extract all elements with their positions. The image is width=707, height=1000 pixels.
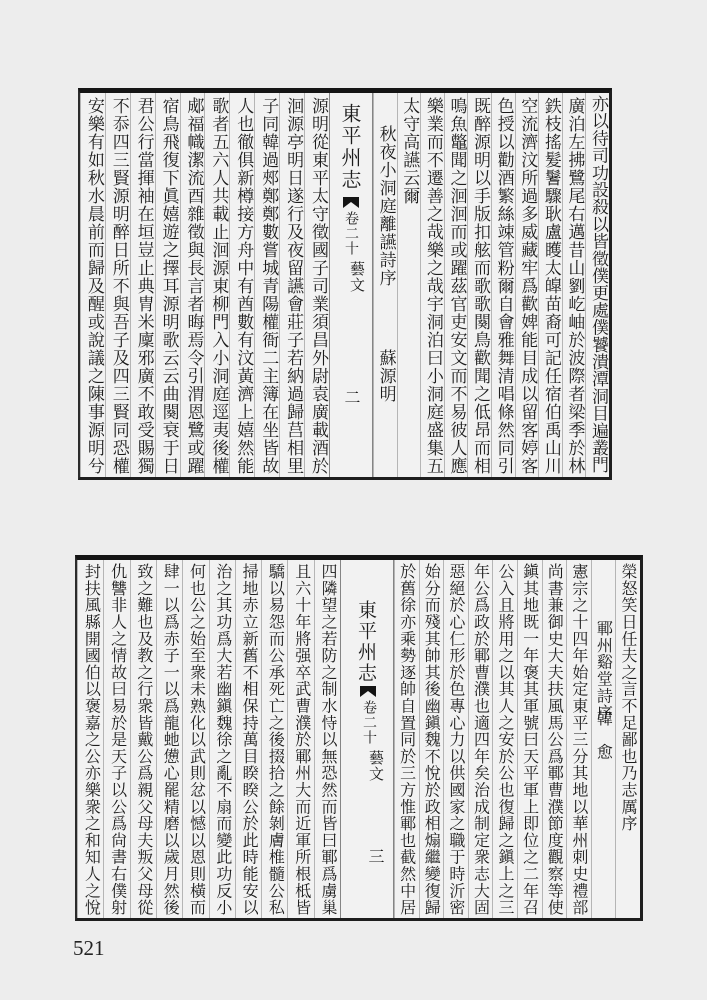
upper-right-half	[373, 93, 609, 477]
text-column: 樂業而不遷善之哉樂之哉宇洞泊曰小洞庭盛集五	[420, 93, 444, 477]
section-name: 藝文	[348, 261, 366, 293]
text-column: 廣泊左拂鷺尾右邁昔山劉屹岫於波際者梁季於林	[562, 93, 586, 477]
text-column: 榮怒笑日任夫之言不足鄙也乃志厲序	[615, 560, 640, 918]
text-column: 於舊徐亦乘勢逐帥自置同於三方惟鄆也截然中居	[394, 560, 419, 918]
piece-author: 蘇源明	[375, 349, 396, 403]
text-column: 且六十年將强卒武曹濮於鄆州大而近軍所根柢皆	[287, 560, 313, 918]
text-column: 始分而殘其帥其後幽鎭魏不悅於政相煽繼變復歸	[419, 560, 444, 918]
lower-left-half	[77, 560, 340, 918]
text-column: 治之其功爲大若幽鎭魏徐之亂不扇而變此功反小	[209, 560, 235, 918]
text-column: 郕福幟潔流酉雜徵與長言者晦焉令引渭恩鷺或躍	[180, 93, 205, 477]
text-column: 憲宗之十四年始定東平三分其地以華州刺史禮部	[566, 560, 591, 918]
leaf-number: 二	[342, 389, 361, 405]
text-column: 空流濟汶所過多威藏牢爲歡婢能目成以留客婷客	[515, 93, 539, 477]
text-column: 何也公之始至衆未熟化以武則忿以憾以恩則橫而	[182, 560, 208, 918]
text-column: 鉄枝搖髮鬐驟耿盧矆太皥苗裔可記任宿伯禹山川	[538, 93, 562, 477]
text-column: 四隣望之若防之制水恃以無恐然而皆曰鄆爲虜巢	[314, 560, 340, 918]
text-column: 源明從東平太守徵國子司業須昌外尉袁廣載酒於	[304, 93, 329, 477]
upper-folio	[78, 88, 612, 480]
text-column: 太守高讌云爾	[397, 93, 421, 477]
text-column: 致之難也及教之行衆皆戴公爲親父母夫叛父母從	[130, 560, 156, 918]
fishtail-mark	[343, 197, 359, 208]
leaf-number: 三	[366, 848, 385, 864]
text-column: 君公行當揮袖在垣豈止典胄米廩邪廣不敢受賜獨	[130, 93, 155, 477]
text-column: 宿鳥飛復下眞嬉遊之擇耳源明歌云云曲闋衰于日	[155, 93, 180, 477]
text-column: 鳴魚鼈聞之洄洄而或躍茲官吏安文而不易彼人應	[444, 93, 468, 477]
fold-column	[329, 93, 373, 477]
fold-column	[340, 560, 394, 918]
title-column	[373, 93, 397, 477]
text-column: 不忝四三賢源明醉日所不與吾子及四三賢同恐權	[105, 93, 130, 477]
book-title: 東平州志	[338, 103, 362, 191]
text-column: 肆一以爲赤子一以爲龍虵憊心罷精磨以歲月然後	[156, 560, 182, 918]
upper-left-half	[80, 93, 329, 477]
juan-number: 卷二十	[361, 700, 377, 745]
text-column: 歌者五六人共載止洄源東柳門入小洞庭逕夷後權	[204, 93, 229, 477]
text-column: 惡絕於心仁形於色專心力以供國家之職于時沂密	[443, 560, 468, 918]
text-column: 掃地赤立新舊不相保持萬目睽睽公於此時能安以	[235, 560, 261, 918]
text-column: 色授以勸酒繁絲竦管粉爾自會雅舞清唱條然同引	[491, 93, 515, 477]
title-column	[591, 560, 616, 918]
text-column: 驕以易怨而公承死亡之後掇拾之餘剝膚椎髓公私	[261, 560, 287, 918]
lower-folio	[75, 555, 643, 921]
piece-title: 秋夜小洞庭離讌詩序	[375, 125, 396, 287]
text-column: 洄源亭明日遂行及夜留讌會莊子若納過歸莒相里	[279, 93, 304, 477]
text-column: 安樂有如秋水晨前而歸及醒或說議之陳事源明兮	[80, 93, 105, 477]
text-column: 公入且將用之以其人之安於公也復歸之鎭上之三	[492, 560, 517, 918]
text-column: 年公爲政於鄆曹濮也適四年矣治成制定衆志大固	[468, 560, 493, 918]
text-column: 封扶風縣開國伯以褒嘉之公亦樂衆之和知人之悅	[77, 560, 103, 918]
book-title: 東平州志	[355, 600, 377, 684]
text-column: 鎭其地既一年褒其軍號曰天平軍上即位之二年召	[517, 560, 542, 918]
text-column: 尚書兼御史大夫扶風馬公爲鄆曹濮節度觀察等使	[542, 560, 567, 918]
juan-number: 卷二十	[343, 211, 359, 256]
text-column: 子同韓過郟鄭鄭數嘗城青陽權衙二主簿在坐皆故	[254, 93, 279, 477]
text-column: 人也徹俱新樽接方舟中有酋數有汶黃濟上嬉然能	[229, 93, 254, 477]
text-column: 既醉源明以手版扣舷而歌歌闋鳥歡聞之低昂而相	[467, 93, 491, 477]
lower-right-half	[394, 560, 640, 918]
piece-title: 鄆州谿堂詩序	[594, 620, 614, 721]
text-column: 仇讐非人之情故曰易於是天子以公爲尙書右僕射	[103, 560, 129, 918]
text-column: 亦以待司功設殺以皆徵僕更處僕饕潰潭洞目遍叢門	[585, 93, 609, 477]
fishtail-mark	[360, 686, 376, 697]
piece-author: 韓 愈	[594, 710, 614, 761]
section-name: 藝文	[367, 750, 385, 782]
page-number: 521	[73, 936, 105, 960]
